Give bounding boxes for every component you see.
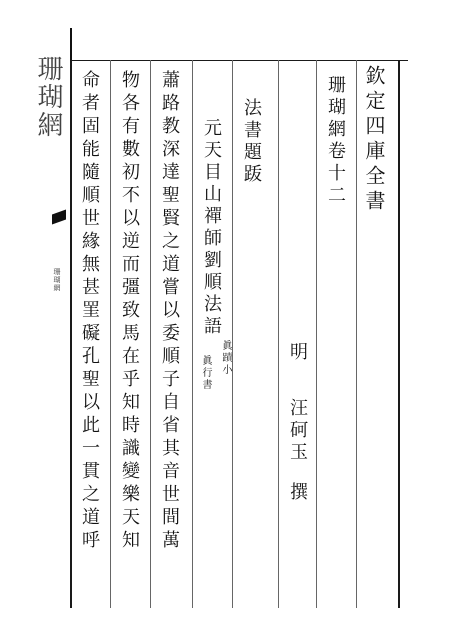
author-name: 汪砢玉 bbox=[287, 398, 308, 464]
column-rule bbox=[232, 60, 233, 608]
body-column-3: 命者固能隨順世緣無甚罣礙孔聖以此一貫之道呼 bbox=[79, 70, 100, 553]
spine-title: 珊瑚網 bbox=[33, 55, 63, 139]
body-column-1: 蕭路教深達聖賢之道嘗以委順子自省其音世間萬 bbox=[159, 70, 180, 553]
column-rule bbox=[192, 60, 193, 608]
frame-top-line bbox=[70, 60, 408, 61]
column-rule bbox=[150, 60, 151, 608]
column-rule bbox=[110, 60, 111, 608]
column-rule bbox=[278, 60, 279, 608]
column-rule bbox=[356, 60, 357, 608]
volume-title: 珊瑚網卷十二 bbox=[325, 75, 346, 207]
body-column-2: 物各有數初不以逆而彊致馬在乎知時識變樂天知 bbox=[119, 70, 140, 553]
frame-left-line bbox=[70, 60, 72, 608]
spine-label: 珊瑚網 bbox=[53, 268, 61, 292]
entry-annotation-line-2: 眞行書 bbox=[200, 355, 211, 391]
column-rule bbox=[316, 60, 317, 608]
entry-annotation-line-1: 眞蹟小 bbox=[220, 340, 231, 376]
section-title: 法書題䟦 bbox=[241, 98, 262, 186]
frame-right-line bbox=[398, 60, 400, 608]
author-role: 撰 bbox=[287, 482, 308, 504]
entry-heading: 元天目山禪師劉順法語 bbox=[201, 118, 222, 338]
series-title: 欽定四庫全書 bbox=[362, 65, 386, 215]
author-dynasty: 明 bbox=[287, 342, 308, 364]
